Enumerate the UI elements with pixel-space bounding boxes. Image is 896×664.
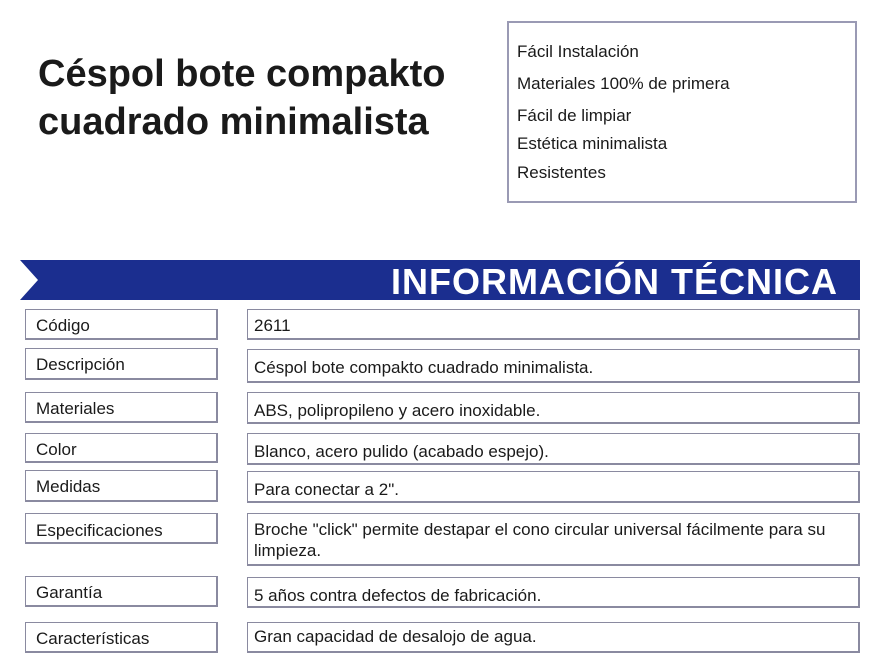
spec-value-materiales: ABS, polipropileno y acero inoxidable. <box>247 392 860 424</box>
product-title <box>38 50 508 146</box>
spec-label-descripcion: Descripción <box>25 348 218 380</box>
feature-quality-materials: Materiales 100% de primera <box>517 74 730 93</box>
spec-label-materiales: Materiales <box>25 392 218 423</box>
product-title-line-1: Céspol bote compakto <box>38 53 446 95</box>
features-box <box>507 21 857 203</box>
spec-label-codigo: Código <box>25 309 218 340</box>
feature-resistant: Resistentes <box>517 163 606 182</box>
spec-label-medidas: Medidas <box>25 470 218 502</box>
feature-minimalist: Estética minimalista <box>517 134 668 153</box>
feature-easy-clean: Fácil de limpiar <box>517 106 632 125</box>
spec-value-garantia: 5 años contra defectos de fabricación. <box>247 577 860 608</box>
technical-info-banner <box>20 260 860 300</box>
spec-value-caracteristicas: Gran capacidad de desalojo de agua. <box>247 622 860 653</box>
spec-label-caracteristicas: Características <box>25 622 218 653</box>
feature-easy-install: Fácil Instalación <box>517 42 639 61</box>
spec-value-especificaciones: Broche "click" permite destapar el cono circular universal fácilmente para su limpieza. <box>247 513 860 566</box>
spec-label-especificaciones: Especificaciones <box>25 513 218 544</box>
spec-value-medidas: Para conectar a 2". <box>247 471 860 503</box>
product-title-line-2: cuadrado minimalista <box>38 101 429 143</box>
banner-title: INFORMACIÓN TÉCNICA <box>391 261 838 302</box>
spec-value-descripcion: Céspol bote compakto cuadrado minimalista. <box>247 349 860 383</box>
spec-label-garantia: Garantía <box>25 576 218 607</box>
spec-label-color: Color <box>25 433 218 463</box>
spec-value-color: Blanco, acero pulido (acabado espejo). <box>247 433 860 465</box>
spec-value-codigo: 2611 <box>247 309 860 340</box>
